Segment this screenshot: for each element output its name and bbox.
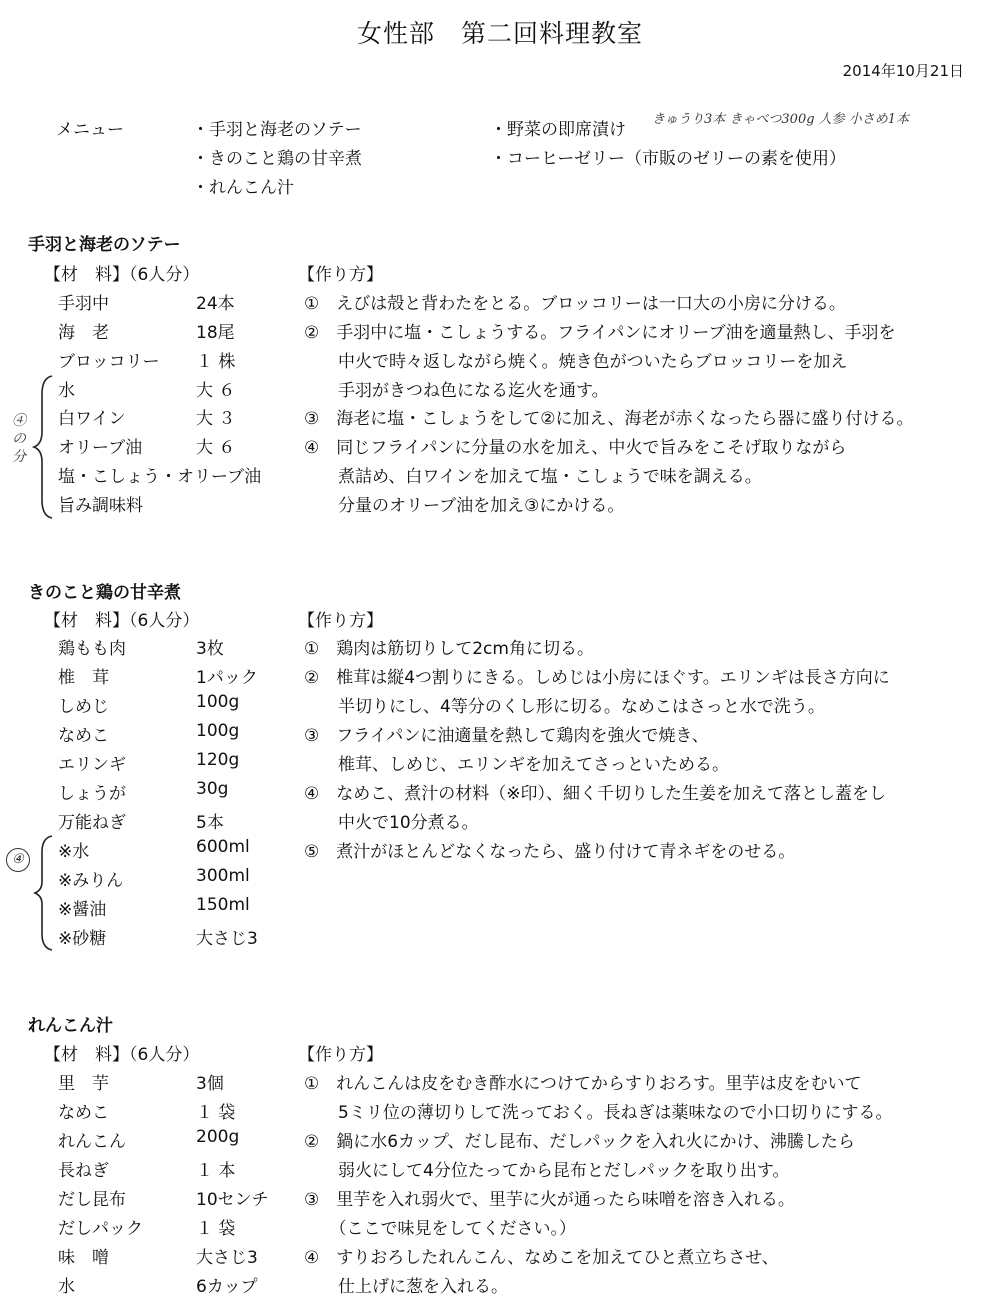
method-step: ② 手羽中に塩・こしょうする。フライパンにオリーブ油を適量熱し、手羽を [304,323,896,343]
ingredient-qty: 3個 [196,1074,224,1094]
ingredient-name: なめこ [58,1103,109,1123]
ingredient-name: 味 噌 [58,1248,109,1268]
page-title: 女性部 第二回料理教室 [356,19,643,48]
method-step: 中火で10分煮る。 [304,813,479,833]
method-step: ① れんこんは皮をむき酢水につけてからすりおろす。里芋は皮をむいて [304,1074,862,1094]
menu-item: ・きのこと鶏の甘辛煮 [192,149,362,169]
method-step: 半切りにし、4等分のくし形に切る。なめこはさっと水で洗う。 [304,697,825,717]
ingredient-qty: 6カップ [196,1277,258,1297]
menu-item: ・れんこん汁 [192,178,294,198]
method-step: ② 鍋に水6カップ、だし昆布、だしパックを入れ火にかけ、沸騰したら [304,1132,855,1152]
ingredient-name: 万能ねぎ [58,813,126,833]
method-step: ① えびは殻と背わたをとる。ブロッコリーは一口大の小房に分ける。 [304,294,846,314]
ingredient-name: 椎 茸 [58,668,109,688]
ingredient-name: エリンギ [58,755,126,775]
ingredient-qty: 24本 [196,294,235,314]
ingredient-qty: 200g [196,1127,240,1147]
menu-item: ・野菜の即席漬け [490,120,626,140]
ingredient-name: だし昆布 [58,1190,126,1210]
ingredient-name: 里 芋 [58,1074,109,1094]
ingredient-name: しめじ [58,697,109,717]
ingredient-name: 旨み調味料 [58,496,143,516]
bracket-icon [30,372,58,522]
ingredient-name: 海 老 [58,323,109,343]
ingredient-qty: １ 袋 [196,1103,236,1123]
ingredient-name: だしパック [58,1219,143,1239]
ingredient-name: ※水 [58,842,90,862]
menu-item: ・手羽と海老のソテー [192,120,362,140]
method-header: 【作り方】 [298,611,383,631]
ingredient-name: 水 [58,381,75,401]
ingredient-qty: 100g [196,692,240,712]
section-title: 手羽と海老のソテー [28,235,181,255]
ingredient-qty: 300ml [196,866,250,886]
ingredient-name: しょうが [58,784,126,804]
ingredient-qty: 30g [196,779,229,799]
ingredient-qty: 600ml [196,837,250,857]
method-step: ③ フライパンに油適量を熱して鶏肉を強火で焼き、 [304,726,709,746]
method-step: ③ 里芋を入れ弱火で、里芋に火が通ったら味噌を溶き入れる。 [304,1190,795,1210]
method-step: ⑤ 煮汁がほとんどなくなったら、盛り付けて青ネギをのせる。 [304,842,796,862]
method-step: ④ すりおろしたれんこん、なめこを加えてひと煮立ちさせ、 [304,1248,779,1268]
ingredient-qty: 大さじ3 [196,929,258,949]
method-step: 分量のオリーブ油を加え③にかける。 [304,496,625,516]
ingredient-qty: １ 株 [196,352,236,372]
section-title: きのこと鶏の甘辛煮 [28,583,181,603]
ingredient-qty: 5本 [196,813,224,833]
method-step: 仕上げに葱を入れる。 [304,1277,508,1297]
handwritten-note: きゅうり3本 きゃべつ300g 人参 小さめ1本 [652,112,910,127]
ingredient-qty: 1パック [196,668,258,688]
ingredient-name: 長ねぎ [58,1161,109,1181]
ingredient-qty: 3枚 [196,639,224,659]
ingredient-qty: 大 ６ [196,438,236,458]
method-step: ② 椎茸は縦4つ割りにきる。しめじは小房にほぐす。エリンギは長さ方向に [304,668,890,688]
method-step: 煮詰め、白ワインを加えて塩・こしょうで味を調える。 [304,467,762,487]
method-step: 5ミリ位の薄切りして洗っておく。長ねぎは薬味なので小口切りにする。 [304,1103,893,1123]
ingredient-name: 手羽中 [58,294,109,314]
ingredient-name: ※砂糖 [58,929,107,949]
document-date: 2014年10月21日 [842,62,964,80]
method-header: 【作り方】 [298,1045,383,1065]
ingredient-name: なめこ [58,726,109,746]
method-header: 【作り方】 [298,265,383,285]
method-step: 椎茸、しめじ、エリンギを加えてさっといためる。 [304,755,729,775]
method-step: 中火で時々返しながら焼く。焼き色がついたらブロッコリーを加え [304,352,848,372]
menu-label: メニュー [56,120,124,140]
ingredient-qty: 大 ３ [196,409,236,429]
ingredient-qty: 大 ６ [196,381,236,401]
ingredient-qty: 150ml [196,895,250,915]
method-step: ④ 同じフライパンに分量の水を加え、中火で旨みをこそげ取りながら [304,438,847,458]
ingredient-qty: 100g [196,721,240,741]
method-step: ③ 海老に塩・こしょうをして②に加え、海老が赤くなったら器に盛り付ける。 [304,409,914,429]
ingredient-name: ※みりん [58,871,124,891]
ingredient-name: 鶏もも肉 [58,639,126,659]
ingredient-name: 塩・こしょう・オリーブ油 [58,467,262,487]
ingredient-qty: 10センチ [196,1190,269,1210]
ingredient-qty: 120g [196,750,240,770]
handwritten-note: ④の分 [12,413,26,465]
ingredient-qty: 18尾 [196,323,235,343]
ingredient-name: ブロッコリー [58,352,160,372]
section-title: れんこん汁 [28,1016,113,1036]
ingredients-header: 【材 料】（6人分） [44,265,200,285]
ingredient-name: ※醤油 [58,900,107,920]
method-step: ④ なめこ、煮汁の材料（※印）、細く千切りした生姜を加えて落とし蓋をし [304,784,886,804]
ingredients-header: 【材 料】（6人分） [44,611,200,631]
method-step: （ここで味見をしてください。） [304,1219,576,1239]
ingredient-qty: １ 袋 [196,1219,236,1239]
ingredient-qty: 大さじ3 [196,1248,258,1268]
ingredient-name: 水 [58,1277,75,1297]
handwritten-note: ④ [6,848,30,872]
ingredient-name: オリーブ油 [58,438,143,458]
method-step: ① 鶏肉は筋切りして2cm角に切る。 [304,639,594,659]
ingredient-name: れんこん [58,1132,126,1152]
bracket-icon [32,832,58,954]
ingredient-name: 白ワイン [58,409,126,429]
method-step: 手羽がきつね色になる迄火を通す。 [304,381,609,401]
method-step: 弱火にして4分位たってから昆布とだしパックを取り出す。 [304,1161,790,1181]
ingredients-header: 【材 料】（6人分） [44,1045,200,1065]
menu-item: ・コーヒーゼリー（市販のゼリーの素を使用） [490,149,846,169]
ingredient-qty: １ 本 [196,1161,236,1181]
